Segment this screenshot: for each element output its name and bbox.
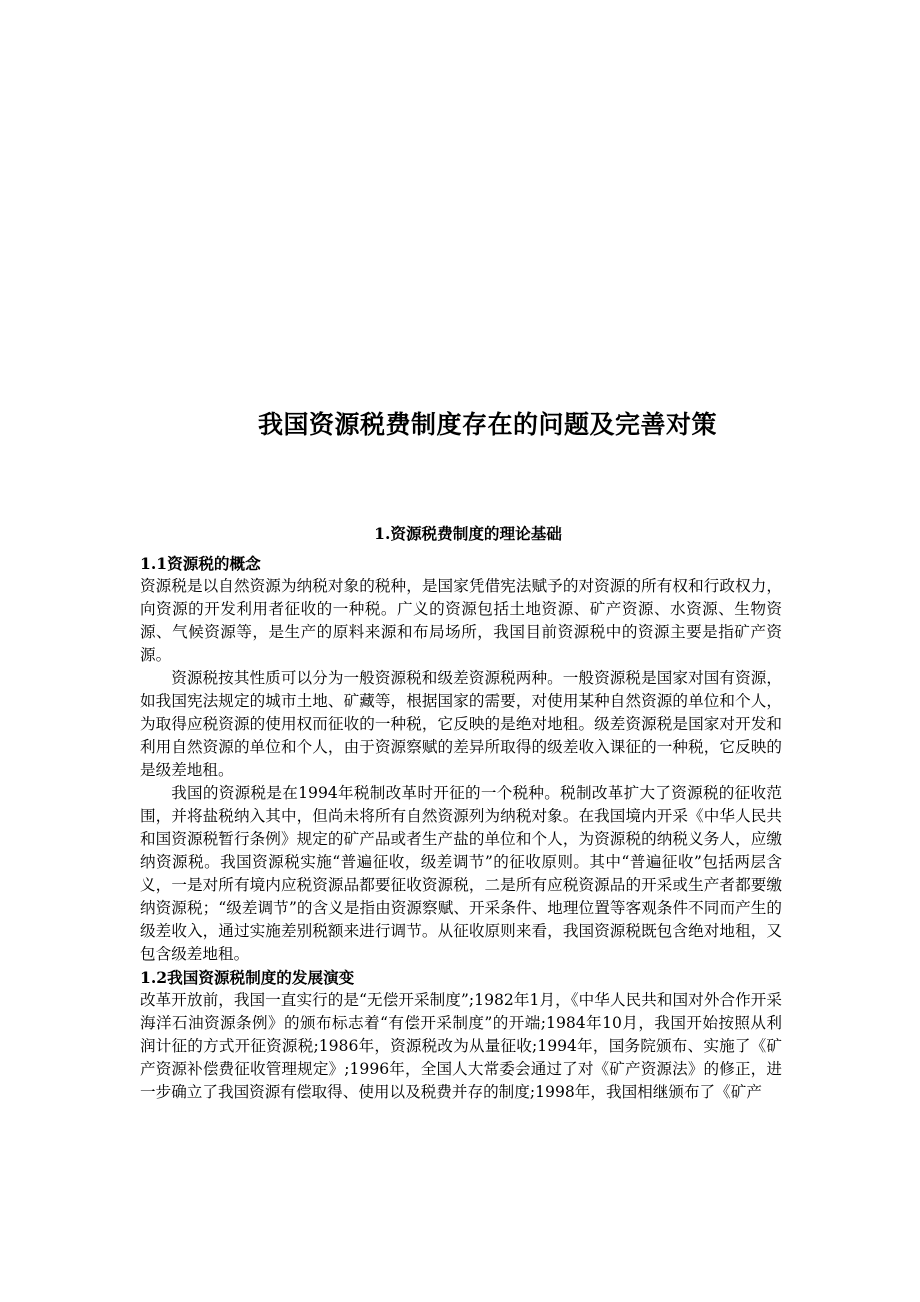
paragraph-resource-tax-concept: 资源税是以自然资源为纳税对象的税种，是国家凭借宪法赋予的对资源的所有权和行政权力，向资源的开发利用者征收的一种税。广义的资源包括土地资源、矿产资源、水资源、生物资源、气候资源等，是生产的原料来源和布局场所，我国目前资源税中的资源主要是指矿产资源。	[140, 577, 782, 664]
document-body	[140, 520, 782, 1104]
document-title: 我国资源税费制度存在的问题及完善对策	[257, 410, 717, 439]
paragraph-resource-tax-types: 资源税按其性质可以分为一般资源税和级差资源税两种。一般资源税是国家对国有资源，如我国宪法规定的城市土地、矿藏等，根据国家的需要，对使用某种自然资源的单位和个人，为取得应税资源的使用权而征收的一种税，它反映的是绝对地租。级差资源税是国家对开发和利用自然资源的单位和个人，由于资源察赋的差异所取得的级差收入课征的一种税，它反映的是级差地租。	[140, 669, 782, 779]
subsection-1-2-heading: 1.2我国资源税制度的发展演变	[140, 968, 355, 987]
section-1-heading: 1.资源税费制度的理论基础	[374, 524, 562, 543]
paragraph-resource-tax-1994: 我国的资源税是在1994年税制改革时开征的一个税种。税制改革扩大了资源税的征收范围，并将盐税纳入其中，但尚未将所有自然资源列为纳税对象。在我国境内开采《中华人民共和国资源税暂行条例》规定的矿产品或者生产盐的单位和个人，为资源税的纳税义务人，应缴纳资源税。我国资源税实施“普遍征收，级差调节”的征收原则。其中“普遍征收”包括两层含义，一是对所有境内应税资源品都要征收资源税，二是所有应税资源品的开采或生产者都要缴纳资源税；“级差调节”的含义是指由资源察赋、开采条件、地理位置等客观条件不同而产生的级差收入，通过实施差别税额来进行调节。从征收原则来看，我国资源税既包含绝对地租，又包含级差地租。	[140, 784, 782, 963]
paragraph-resource-tax-evolution: 改革开放前，我国一直实行的是“无偿开采制度”;1982年1月，《中华人民共和国对外合作开采海洋石油资源条例》的颁布标志着“有偿开采制度”的开端;1984年10月，我国开始按照从利润计征的方式开征资源税;1986年，资源税改为从量征收;1994年，国务院颁布、实施了《矿产资源补偿费征收管理规定》;1996年，全国人大常委会通过了对《矿产资源法》的修正，进一步确立了我国资源有偿取得、使用以及税费并存的制度;1998年，我国相继颁布了《矿产	[140, 991, 782, 1101]
subsection-1-1-heading: 1.1资源税的概念	[140, 554, 261, 573]
